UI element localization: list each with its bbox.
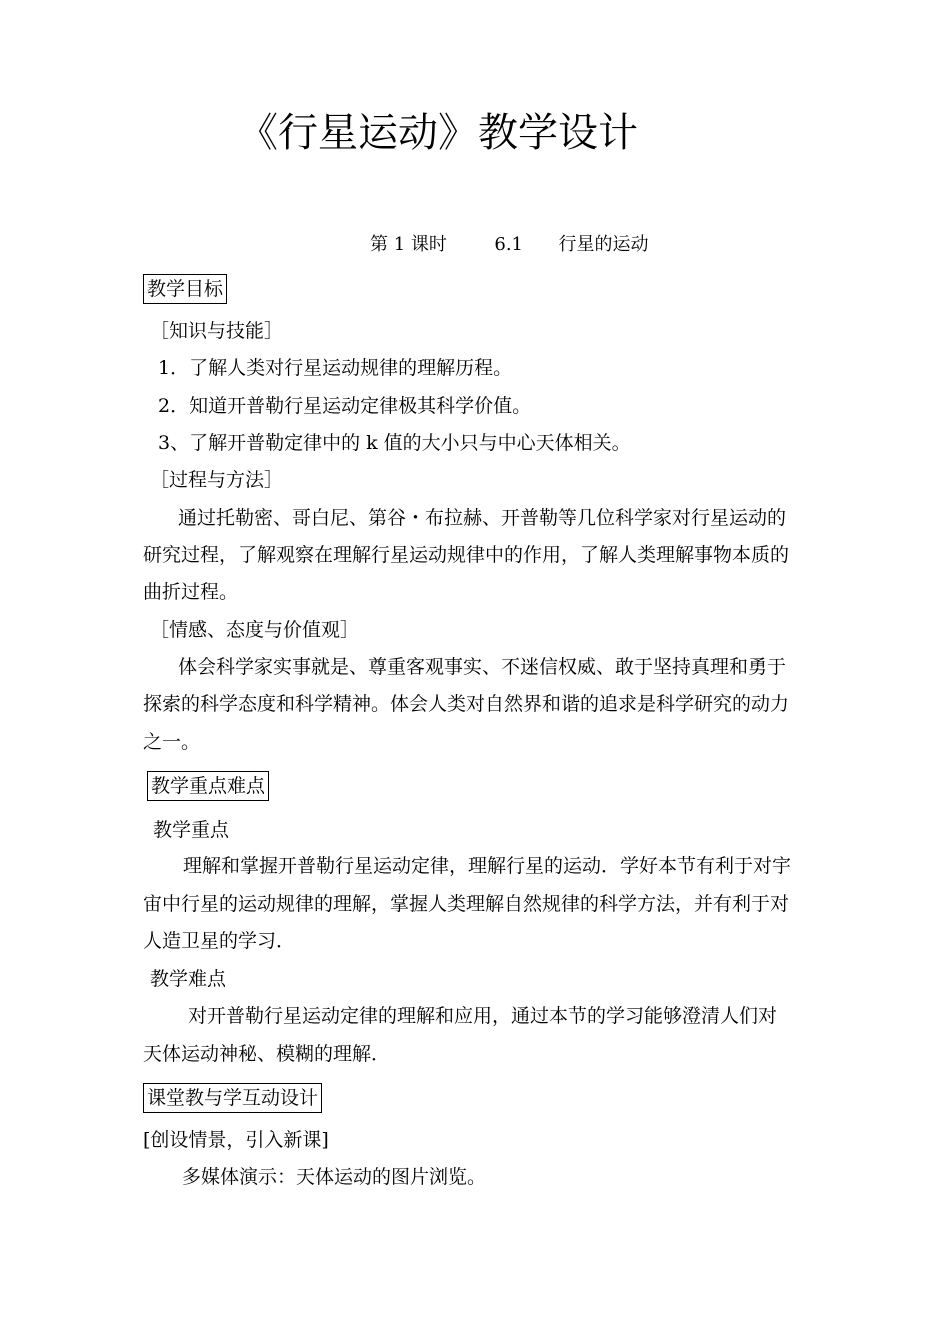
objectives-heading: 教学目标 [143, 274, 227, 304]
difficulty-line-1: 对开普勒行星运动定律的理解和应用，通过本节的学习能够澄清人们对 [188, 1005, 778, 1027]
attitude-line-1: 体会科学家实事就是、尊重客观事实、不迷信权威、敢于坚持真理和勇于 [178, 656, 787, 678]
focus-line-1: 理解和掌握开普勒行星运动定律，理解行星的运动．学好本节有利于对宇 [183, 855, 792, 877]
knowledge-item-2: 2．知道开普勒行星运动定律极其科学价值。 [158, 395, 532, 417]
attitude-line-2: 探索的科学态度和科学精神。体会人类对自然界和谐的追求是科学研究的动力 [143, 693, 790, 715]
focus-line-2: 宙中行星的运动规律的理解，掌握人类理解自然规律的科学方法，并有利于对 [143, 893, 790, 915]
focus-line-3: 人造卫星的学习． [143, 930, 296, 952]
difficulty-label: 教学难点 [150, 968, 227, 990]
document-title: 《行星运动》教学设计 [238, 110, 638, 156]
key-points-heading: 教学重点难点 [147, 771, 269, 801]
attitude-label: ［情感、态度与价值观］ [150, 619, 360, 641]
knowledge-label: ［知识与技能］ [150, 320, 284, 342]
knowledge-item-3: 3、了解开普勒定律中的 k 值的大小只与中心天体相关。 [158, 432, 631, 454]
section-title: 行星的运动 [558, 234, 649, 255]
difficulty-line-2: 天体运动神秘、模糊的理解． [143, 1043, 391, 1065]
focus-label: 教学重点 [153, 819, 230, 841]
knowledge-item-1: 1．了解人类对行星运动规律的理解历程。 [158, 357, 513, 379]
intro-text: 多媒体演示：天体运动的图片浏览。 [182, 1166, 487, 1188]
section-number: 6.1 [494, 234, 524, 255]
interaction-heading: 课堂教与学互动设计 [143, 1083, 322, 1113]
lesson-subtitle [370, 233, 648, 257]
intro-label: [创设情景，引入新课] [143, 1129, 329, 1151]
process-line-3: 曲折过程。 [143, 581, 239, 603]
process-label: ［过程与方法］ [150, 469, 284, 491]
lesson-session: 第 1 课时 [370, 234, 447, 255]
attitude-line-3: 之一。 [143, 731, 201, 753]
process-line-1: 通过托勒密、哥白尼、第谷・布拉赫、开普勒等几位科学家对行星运动的 [178, 507, 787, 529]
process-line-2: 研究过程，了解观察在理解行星运动规律中的作用，了解人类理解事物本质的 [143, 544, 790, 566]
